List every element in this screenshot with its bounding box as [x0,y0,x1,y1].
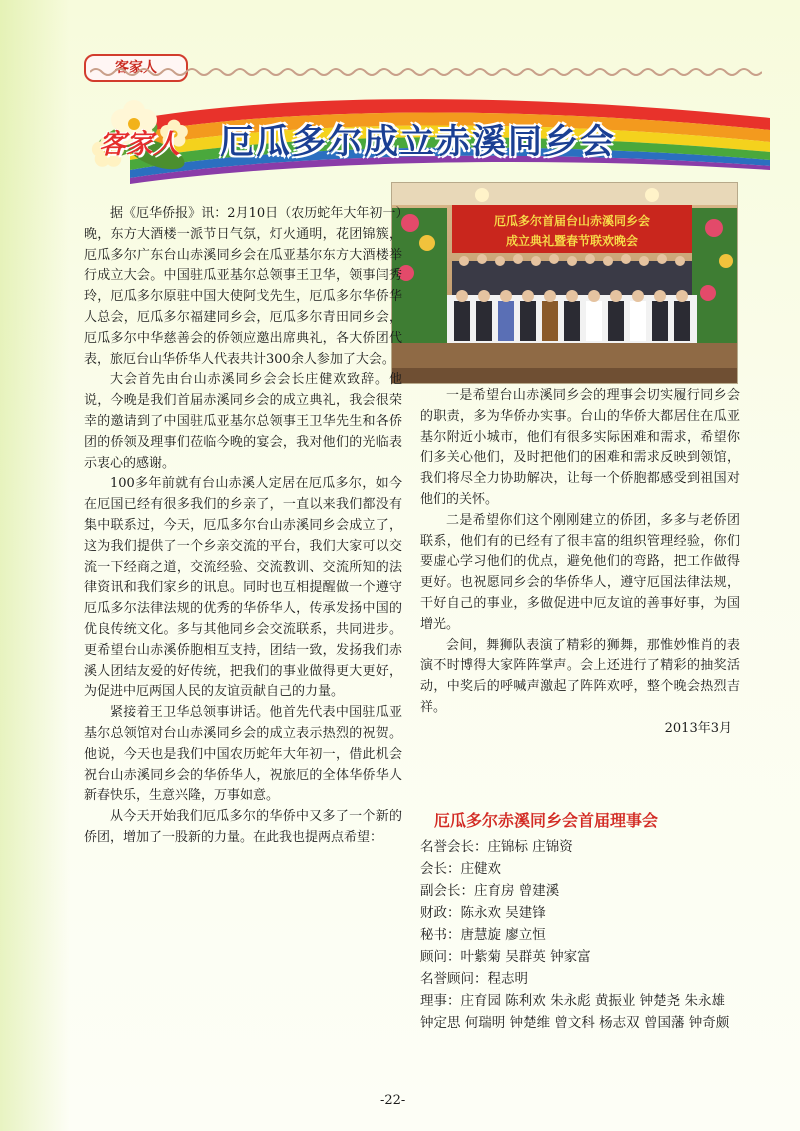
council-line: 顾问：叶紫菊 吴群英 钟家富 [420,949,591,965]
title-main: 厄瓜多尔成立赤溪同乡会 [220,122,616,162]
council-line: 副会长：庄育房 曾建溪 [420,883,560,899]
page-edge-glow [0,0,70,1131]
article-paragraph: 会间，舞狮队表演了精彩的狮舞，那惟妙惟肖的表演不时博得大家阵阵掌声。会上还进行了精彩的抽奖活动，中奖后的呼喊声激起了阵阵欢呼，整个晚会热烈吉祥。 [420,637,740,715]
article-paragraph: 100多年前就有台山赤溪人定居在厄瓜多尔，如今在厄国已经有很多我们的乡亲了，一直以来我们都没有集中联系过，今天，厄瓜多尔台山赤溪同乡会成立了，这为我们提供了一个乡亲交流的平台，我们大家可以交流一下经商之道，交流经验、交流教训、交流所知的法律资讯和我们家乡的讯息。同时也互相提醒做一个遵守厄瓜多尔法律法规的优秀的华侨华人，传承发扬中国的优良传统文化。多与其他同乡会交流联系，共同进步。更希望台山赤溪侨胞相互支持，团结一致，发扬我们赤溪人团结友爱的好传统，把我们的事业做得更大更好，为促进中厄两国人民的友谊贡献自己的力量。 [84,476,402,700]
council-line: 理事：庄育园 陈利欢 朱永彪 黄振业 钟楚尧 朱永雄 钟定思 何瑞明 钟楚维 曾文科 杨志双 曾国藩 钟奇颇 [420,993,730,1031]
council-line: 名誉会长：庄锦标 庄锦资 [420,839,573,855]
council-box [420,808,742,1034]
photo-banner-line2: 成立典礼暨春节联欢晚会 [505,234,639,248]
article-paragraph: 从今天开始我们厄瓜多尔的华侨中又多了一个新的侨团，增加了一股新的力量。在此我也提两点希望： [84,809,402,845]
article-paragraph: 紧接着王卫华总领事讲话。他首先代表中国驻瓜亚基尔总领馆对台山赤溪同乡会的成立表示热烈的祝贺。他说，今天也是我们中国农历蛇年大年初一，借此机会祝台山赤溪同乡会的华侨华人，祝旅厄的全体华侨华人新春快乐，生意兴隆，万事如意。 [84,705,402,804]
article-title [95,108,795,168]
council-line: 名誉顾问：程志明 [420,971,528,987]
council-line: 会长：庄健欢 [420,861,501,877]
page-number: -22- [380,1093,406,1108]
title-prefix: 客家人 [99,129,180,160]
council-line: 财政：陈永欢 吴建锋 [420,905,546,921]
photo-banner-line1: 厄瓜多尔首届台山赤溪同乡会 [493,214,651,228]
article-paragraph: 一是希望台山赤溪同乡会的理事会切实履行同乡会的职责，多为华侨办实事。台山的华侨大都居住在瓜亚基尔附近小城市，他们有很多实际困难和需求，希望你们多关心他们，及时把他们的困难和需求反映到领馆，我们将尽全力协助解决，让每一个侨胞都感受到祖国对他们的关怀。 [420,388,740,507]
article-left-column [84,204,402,849]
section-tag: 客家人 [84,54,188,82]
wavy-divider [90,64,762,80]
event-photo [391,182,738,384]
article-paragraph: 二是希望你们这个刚刚建立的侨团，多多与老侨团联系，他们有的已经有了很丰富的组织管理经验，你们要虚心学习他们的优点，避免他们的弯路，把工作做得更好。也祝愿同乡会的华侨华人，遵守厄国法律法规，干好自己的事业，多做促进中厄友谊的善事好事，为国增光。 [420,512,740,632]
article-paragraph: 据《厄华侨报》讯：2月10日（农历蛇年大年初一）晚，东方大酒楼一派节日气氛，灯火通明，花团锦簇，厄瓜多尔广东台山赤溪同乡会在瓜亚基尔东方大酒楼举行成立大会。中国驻瓜亚基尔总领事王卫华，领事闫秀玲，厄瓜多尔原驻中国大使阿戈先生，厄瓜多尔华侨华人总会，厄瓜多尔福建同乡会，厄瓜多尔青田同乡会，厄瓜多尔中华慈善会的侨领应邀出席典礼，各大侨团代表，旅厄台山华侨华人代表共计300余人参加了大会。 [84,206,402,367]
article-right-column [420,386,740,740]
article-paragraph: 大会首先由台山赤溪同乡会会长庄健欢致辞。他说，今晚是我们首届赤溪同乡会的成立典礼，我会很荣幸的邀请到了中国驻瓜亚基尔总领事王卫华先生和各侨团的侨领及理事们莅临今晚的宴会，我对他们的光临表示衷心的感谢。 [84,372,402,471]
council-title: 厄瓜多尔赤溪同乡会首届理事会 [434,811,659,830]
article-date: 2013年3月 [664,720,732,736]
council-line: 秘书：唐慧旋 廖立恒 [420,927,546,943]
